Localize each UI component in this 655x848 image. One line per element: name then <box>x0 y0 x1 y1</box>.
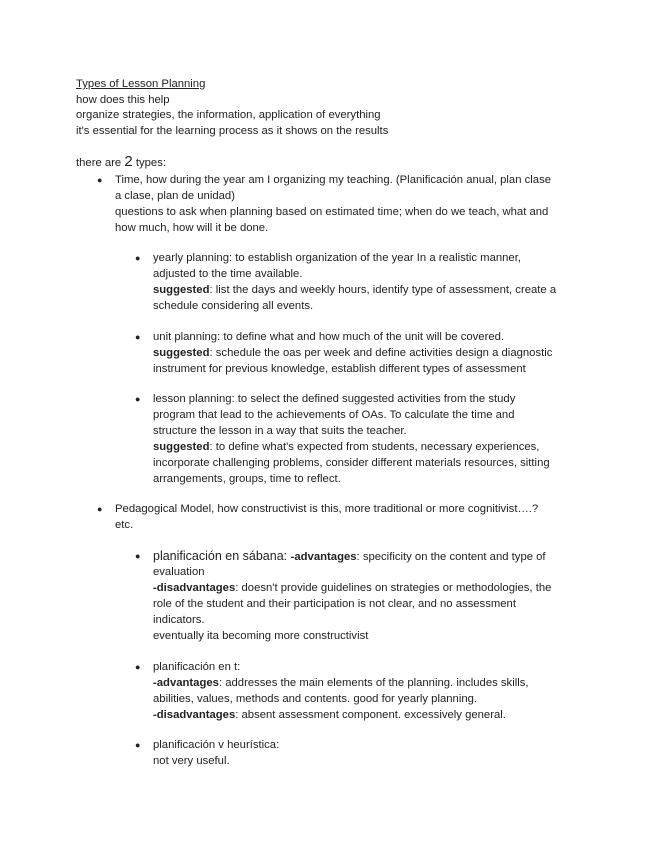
ent-dis-line-1 <box>153 707 506 723</box>
ent-dis-text: : absent assessment component. excessively general. <box>235 709 506 721</box>
suggested-label: suggested <box>153 347 210 359</box>
heuristica-name: planificación v heurística: <box>153 739 280 751</box>
section1-line-1: Time, how during the year am I organizing my teaching. (Planificación anual, plan clase <box>115 174 551 186</box>
advantages-label: -advantages <box>153 677 219 689</box>
suggested-label: suggested <box>153 284 210 296</box>
lesson-suggested-line-2: incorporate challenging problems, consider different materials resources, sitting <box>153 457 550 469</box>
ent-name: planificación en t: <box>153 661 241 673</box>
disadvantages-label: -disadvantages <box>153 582 236 594</box>
sabana-name: planificación en sábana: <box>153 549 291 563</box>
sabana-dis-line-3: indicators. <box>153 614 205 626</box>
sabana-adv-text: : specificity on the content and type of <box>356 551 546 563</box>
ent-adv-line-1 <box>153 675 529 691</box>
sabana-extra: eventually ita becoming more constructivist <box>153 630 369 642</box>
sabana-dis-line-1 <box>153 580 551 596</box>
intro-line-1: how does this help <box>76 94 170 106</box>
unit-suggested-text: : schedule the oas per week and define activities design a diagnostic <box>209 347 553 359</box>
bullet-icon: ● <box>135 740 141 750</box>
bullet-icon: ● <box>135 332 141 342</box>
lesson-suggested-line-3: arrangements, groups, time to reflect. <box>153 473 341 485</box>
unit-line-1: unit planning: to define what and how much of the unit will be covered. <box>153 331 505 343</box>
section1-line-4: how much, how will it be done. <box>115 222 269 234</box>
lesson-line-2: program that lead to the achievements of OAs. To calculate the time and <box>153 409 515 421</box>
bullet-icon: ● <box>97 504 103 514</box>
types-intro-suffix: types: <box>132 157 166 169</box>
unit-suggested-line-2: instrument for previous knowledge, establish different types of assessment <box>153 363 526 375</box>
yearly-line-1: yearly planning: to establish organization of the year In a realistic manner, <box>153 252 521 264</box>
ent-adv-text: : addresses the main elements of the planning. includes skills, <box>218 677 529 689</box>
types-intro-prefix: there are <box>76 157 125 169</box>
lesson-suggested-text: : to define what's expected from students, necessary experiences, <box>209 441 540 453</box>
sabana-dis-text: : doesn't provide guidelines on strategies or methodologies, the <box>235 582 552 594</box>
lesson-suggested-line-1 <box>153 439 539 455</box>
ent-adv-cont: abilities, values, methods and contents. good for yearly planning. <box>153 693 478 705</box>
intro-line-3: it's essential for the learning process as it shows on the results <box>76 125 389 137</box>
types-intro <box>76 154 166 171</box>
disadvantages-label: -disadvantages <box>153 709 236 721</box>
section2-line-1: Pedagogical Model, how constructivist is this, more traditional or more cognitivist….? <box>115 503 539 515</box>
bullet-icon: ● <box>135 394 141 404</box>
bullet-icon: ● <box>135 662 141 672</box>
document-title: Types of Lesson Planning <box>76 78 206 90</box>
heuristica-note: not very useful. <box>153 755 230 767</box>
sabana-line-1 <box>153 548 546 565</box>
suggested-label: suggested <box>153 441 210 453</box>
sabana-adv-cont: evaluation <box>153 566 205 578</box>
yearly-suggested-line-1 <box>153 282 556 298</box>
advantages-label: -advantages <box>290 551 357 563</box>
bullet-icon: ● <box>135 551 141 561</box>
section2-line-2: etc. <box>115 519 134 531</box>
yearly-line-2: adjusted to the time available. <box>153 268 303 280</box>
bullet-icon: ● <box>135 253 141 263</box>
lesson-line-3: structure the lesson in a way that suits the teacher. <box>153 425 407 437</box>
unit-suggested-line-1 <box>153 345 552 361</box>
yearly-suggested-line-2: schedule considering all events. <box>153 300 314 312</box>
yearly-suggested-text: : list the days and weekly hours, identify type of assessment, create a <box>209 284 557 296</box>
section1-line-3: questions to ask when planning based on estimated time; when do we teach, what and <box>115 206 549 218</box>
bullet-icon: ● <box>97 175 103 185</box>
sabana-dis-line-2: role of the student and their participation is not clear, and no assessment <box>153 598 516 610</box>
intro-line-2: organize strategies, the information, application of everything <box>76 109 381 121</box>
lesson-line-1: lesson planning: to select the defined suggested activities from the study <box>153 393 516 405</box>
section1-line-2: a clase, plan de unidad) <box>115 190 235 202</box>
types-count: 2 <box>124 153 133 170</box>
